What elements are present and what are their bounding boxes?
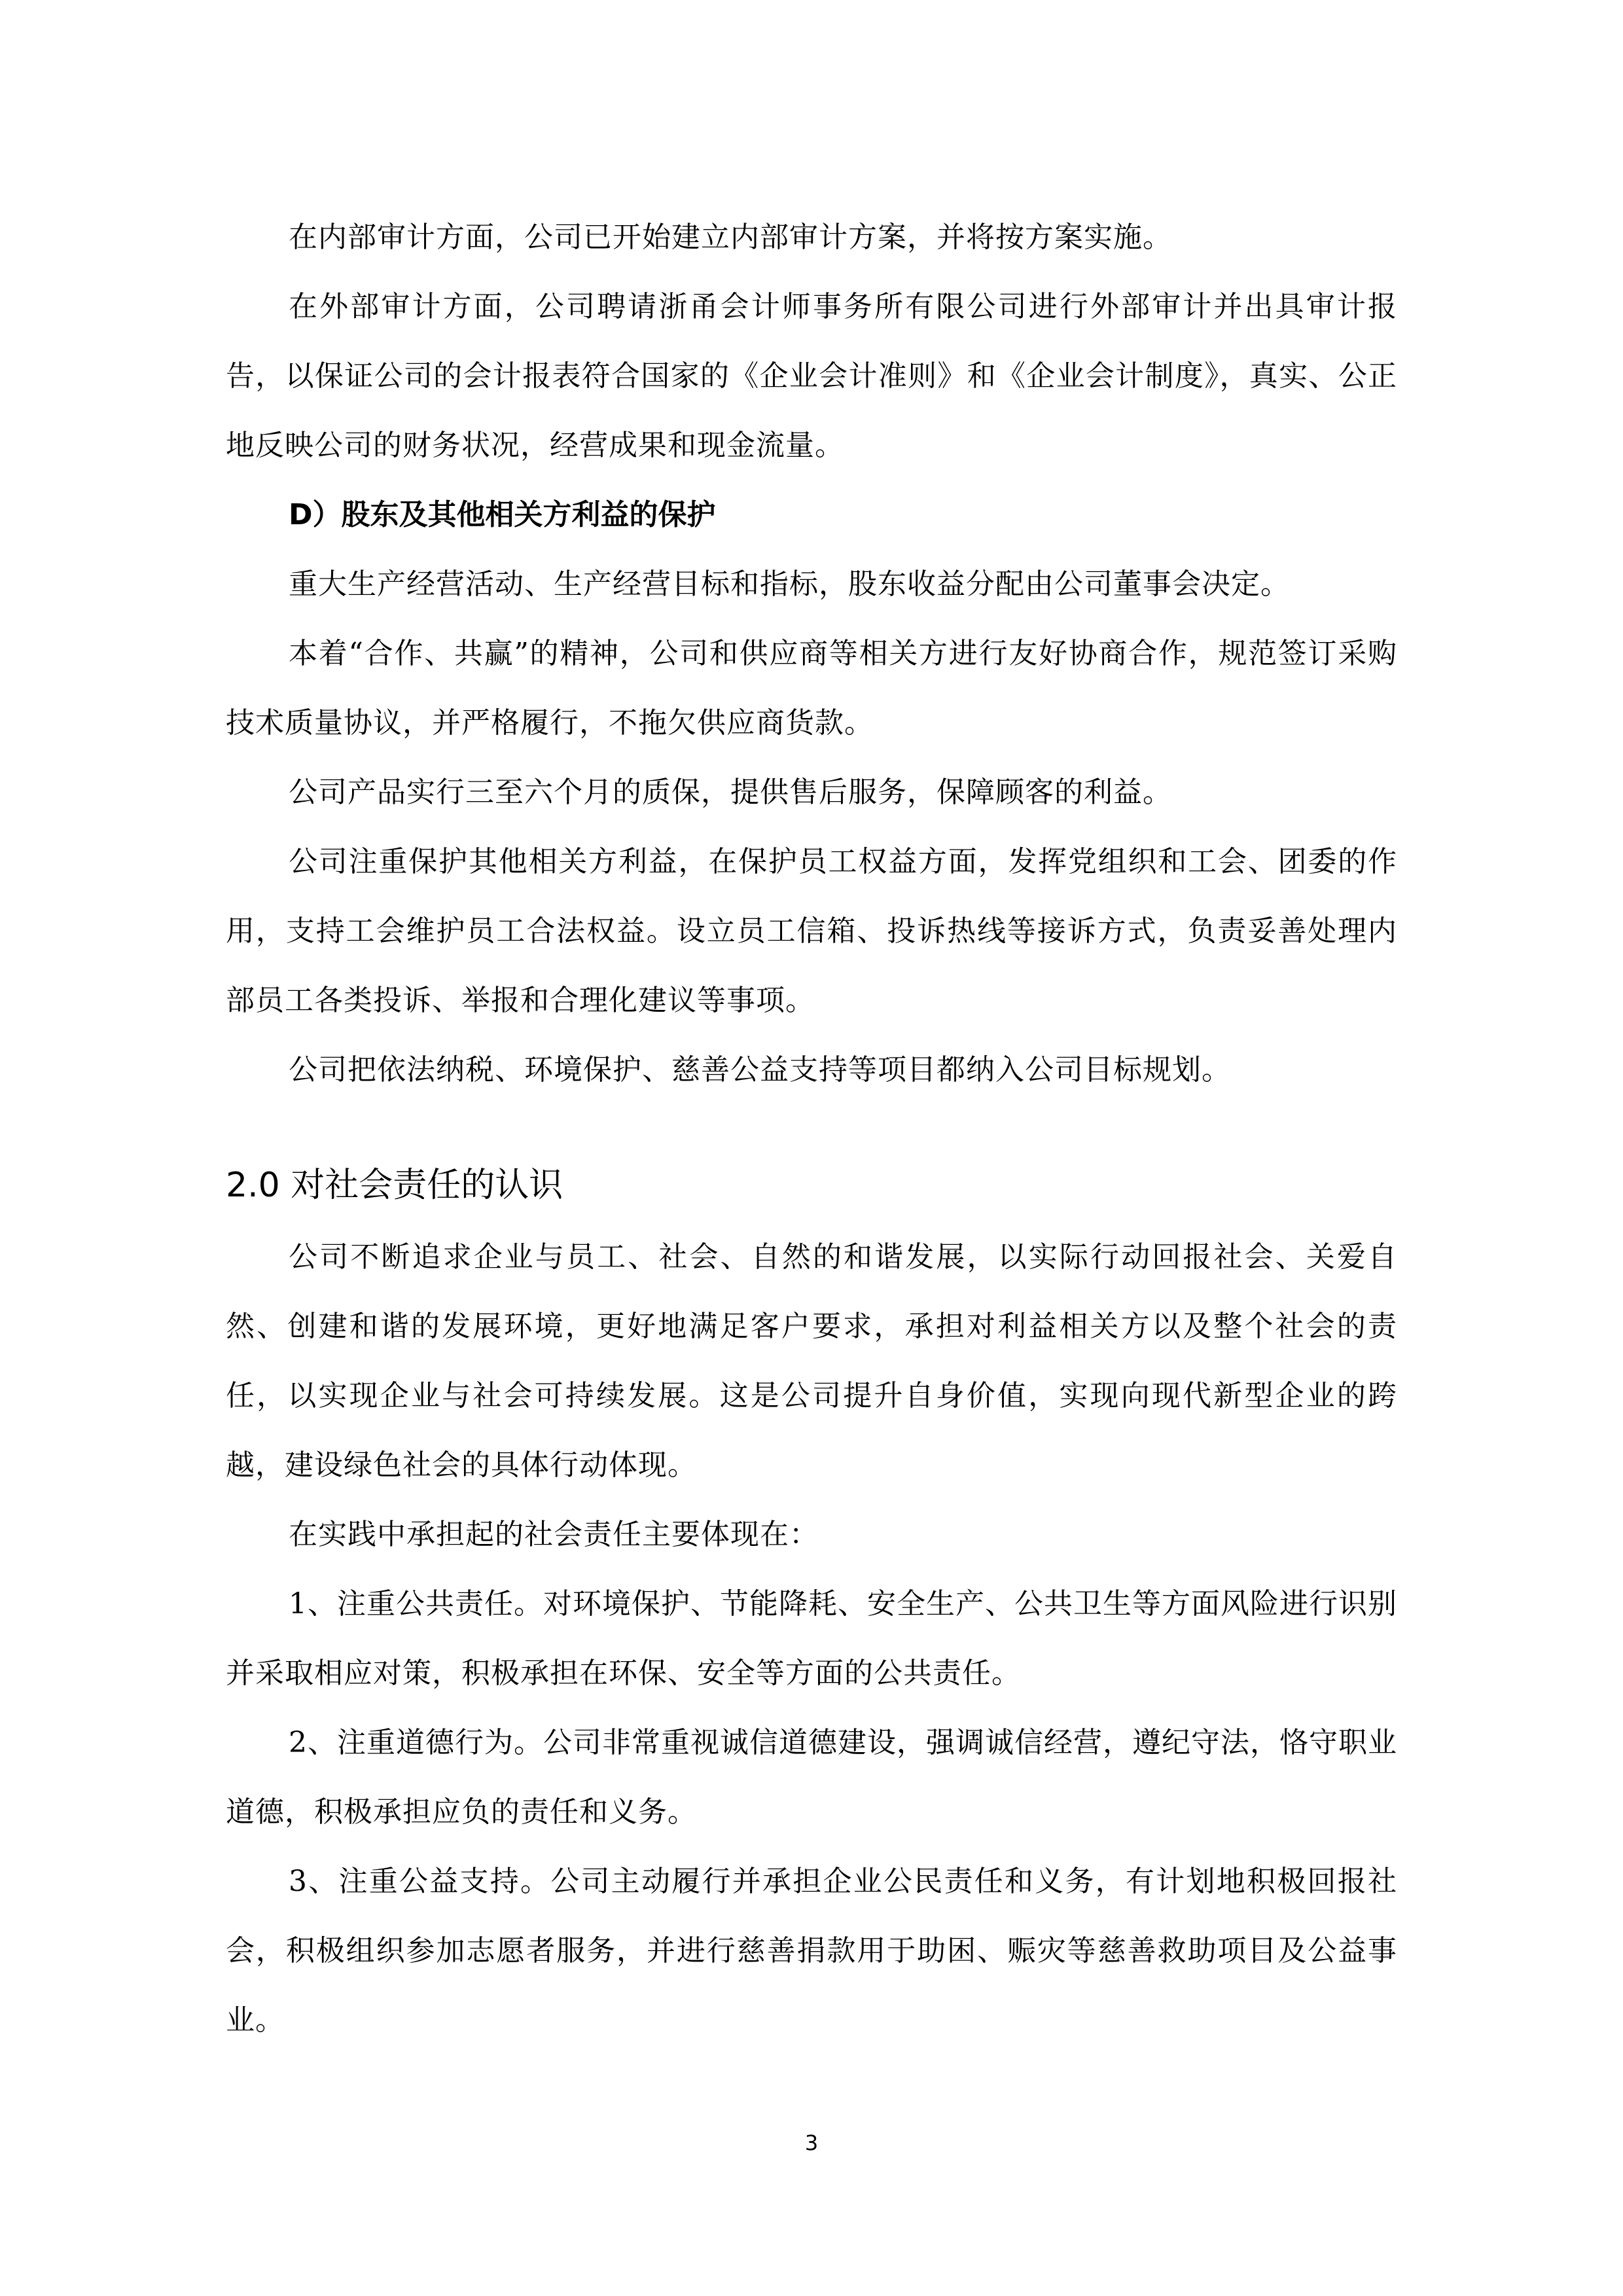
social-paragraph-3: 1、注重公共责任。对环境保护、节能降耗、安全生产、公共卫生等方面风险进行识别并采取相应对策，积极承担在环保、安全等方面的公共责任。 <box>226 1587 1397 1690</box>
shareholder-paragraph-1: 重大生产经营活动、生产经营目标和指标，股东收益分配由公司董事会决定。 <box>289 567 1290 601</box>
shareholder-paragraph-4: 公司注重保护其他相关方利益，在保护员工权益方面，发挥党组织和工会、团委的作用，支持工会维护员工合法权益。设立员工信箱、投诉热线等接诉方式，负责妥善处理内部员工各类投诉、举报和合理化建议等事项。 <box>226 845 1397 1017</box>
internal-audit-paragraph: 在内部审计方面，公司已开始建立内部审计方案，并将按方案实施。 <box>289 221 1172 254</box>
shareholder-paragraph-5: 公司把依法纳税、环境保护、慈善公益支持等项目都纳入公司目标规划。 <box>289 1053 1231 1086</box>
shareholder-paragraph-2: 本着“合作、共赢”的精神，公司和供应商等相关方进行友好协商合作，规范签订采购技术质量协议，并严格履行，不拖欠供应商货款。 <box>226 637 1397 740</box>
external-audit-paragraph: 在外部审计方面，公司聘请浙甬会计师事务所有限公司进行外部审计并出具审计报告，以保证公司的会计报表符合国家的《企业会计准则》和《企业会计制度》，真实、公正地反映公司的财务状况，经营成果和现金流量。 <box>226 290 1397 462</box>
social-paragraph-1: 公司不断追求企业与员工、社会、自然的和谐发展，以实际行动回报社会、关爱自然、创建和谐的发展环境，更好地满足客户要求，承担对利益相关方以及整个社会的责任，以实现企业与社会可持续发展。这是公司提升自身价值，实现向现代新型企业的跨越，建设绿色社会的具体行动体现。 <box>226 1240 1397 1482</box>
social-paragraph-4: 2、注重道德行为。公司非常重视诚信道德建设，强调诚信经营，遵纪守法，恪守职业道德，积极承担应负的责任和义务。 <box>226 1726 1397 1829</box>
section-heading-social-responsibility: 2.0 对社会责任的认识 <box>226 1166 563 1205</box>
page-number: 3 <box>804 2130 819 2155</box>
shareholder-protection-heading: D）股东及其他相关方利益的保护 <box>289 498 716 531</box>
shareholder-paragraph-3: 公司产品实行三至六个月的质保，提供售后服务，保障顾客的利益。 <box>289 776 1172 809</box>
page-content <box>226 203 1397 2055</box>
social-paragraph-5: 3、注重公益支持。公司主动履行并承担企业公民责任和义务，有计划地积极回报社会，积极组织参加志愿者服务，并进行慈善捐款用于助困、赈灾等慈善救助项目及公益事业。 <box>226 1865 1397 2037</box>
social-paragraph-2: 在实践中承担起的社会责任主要体现在： <box>289 1518 819 1551</box>
